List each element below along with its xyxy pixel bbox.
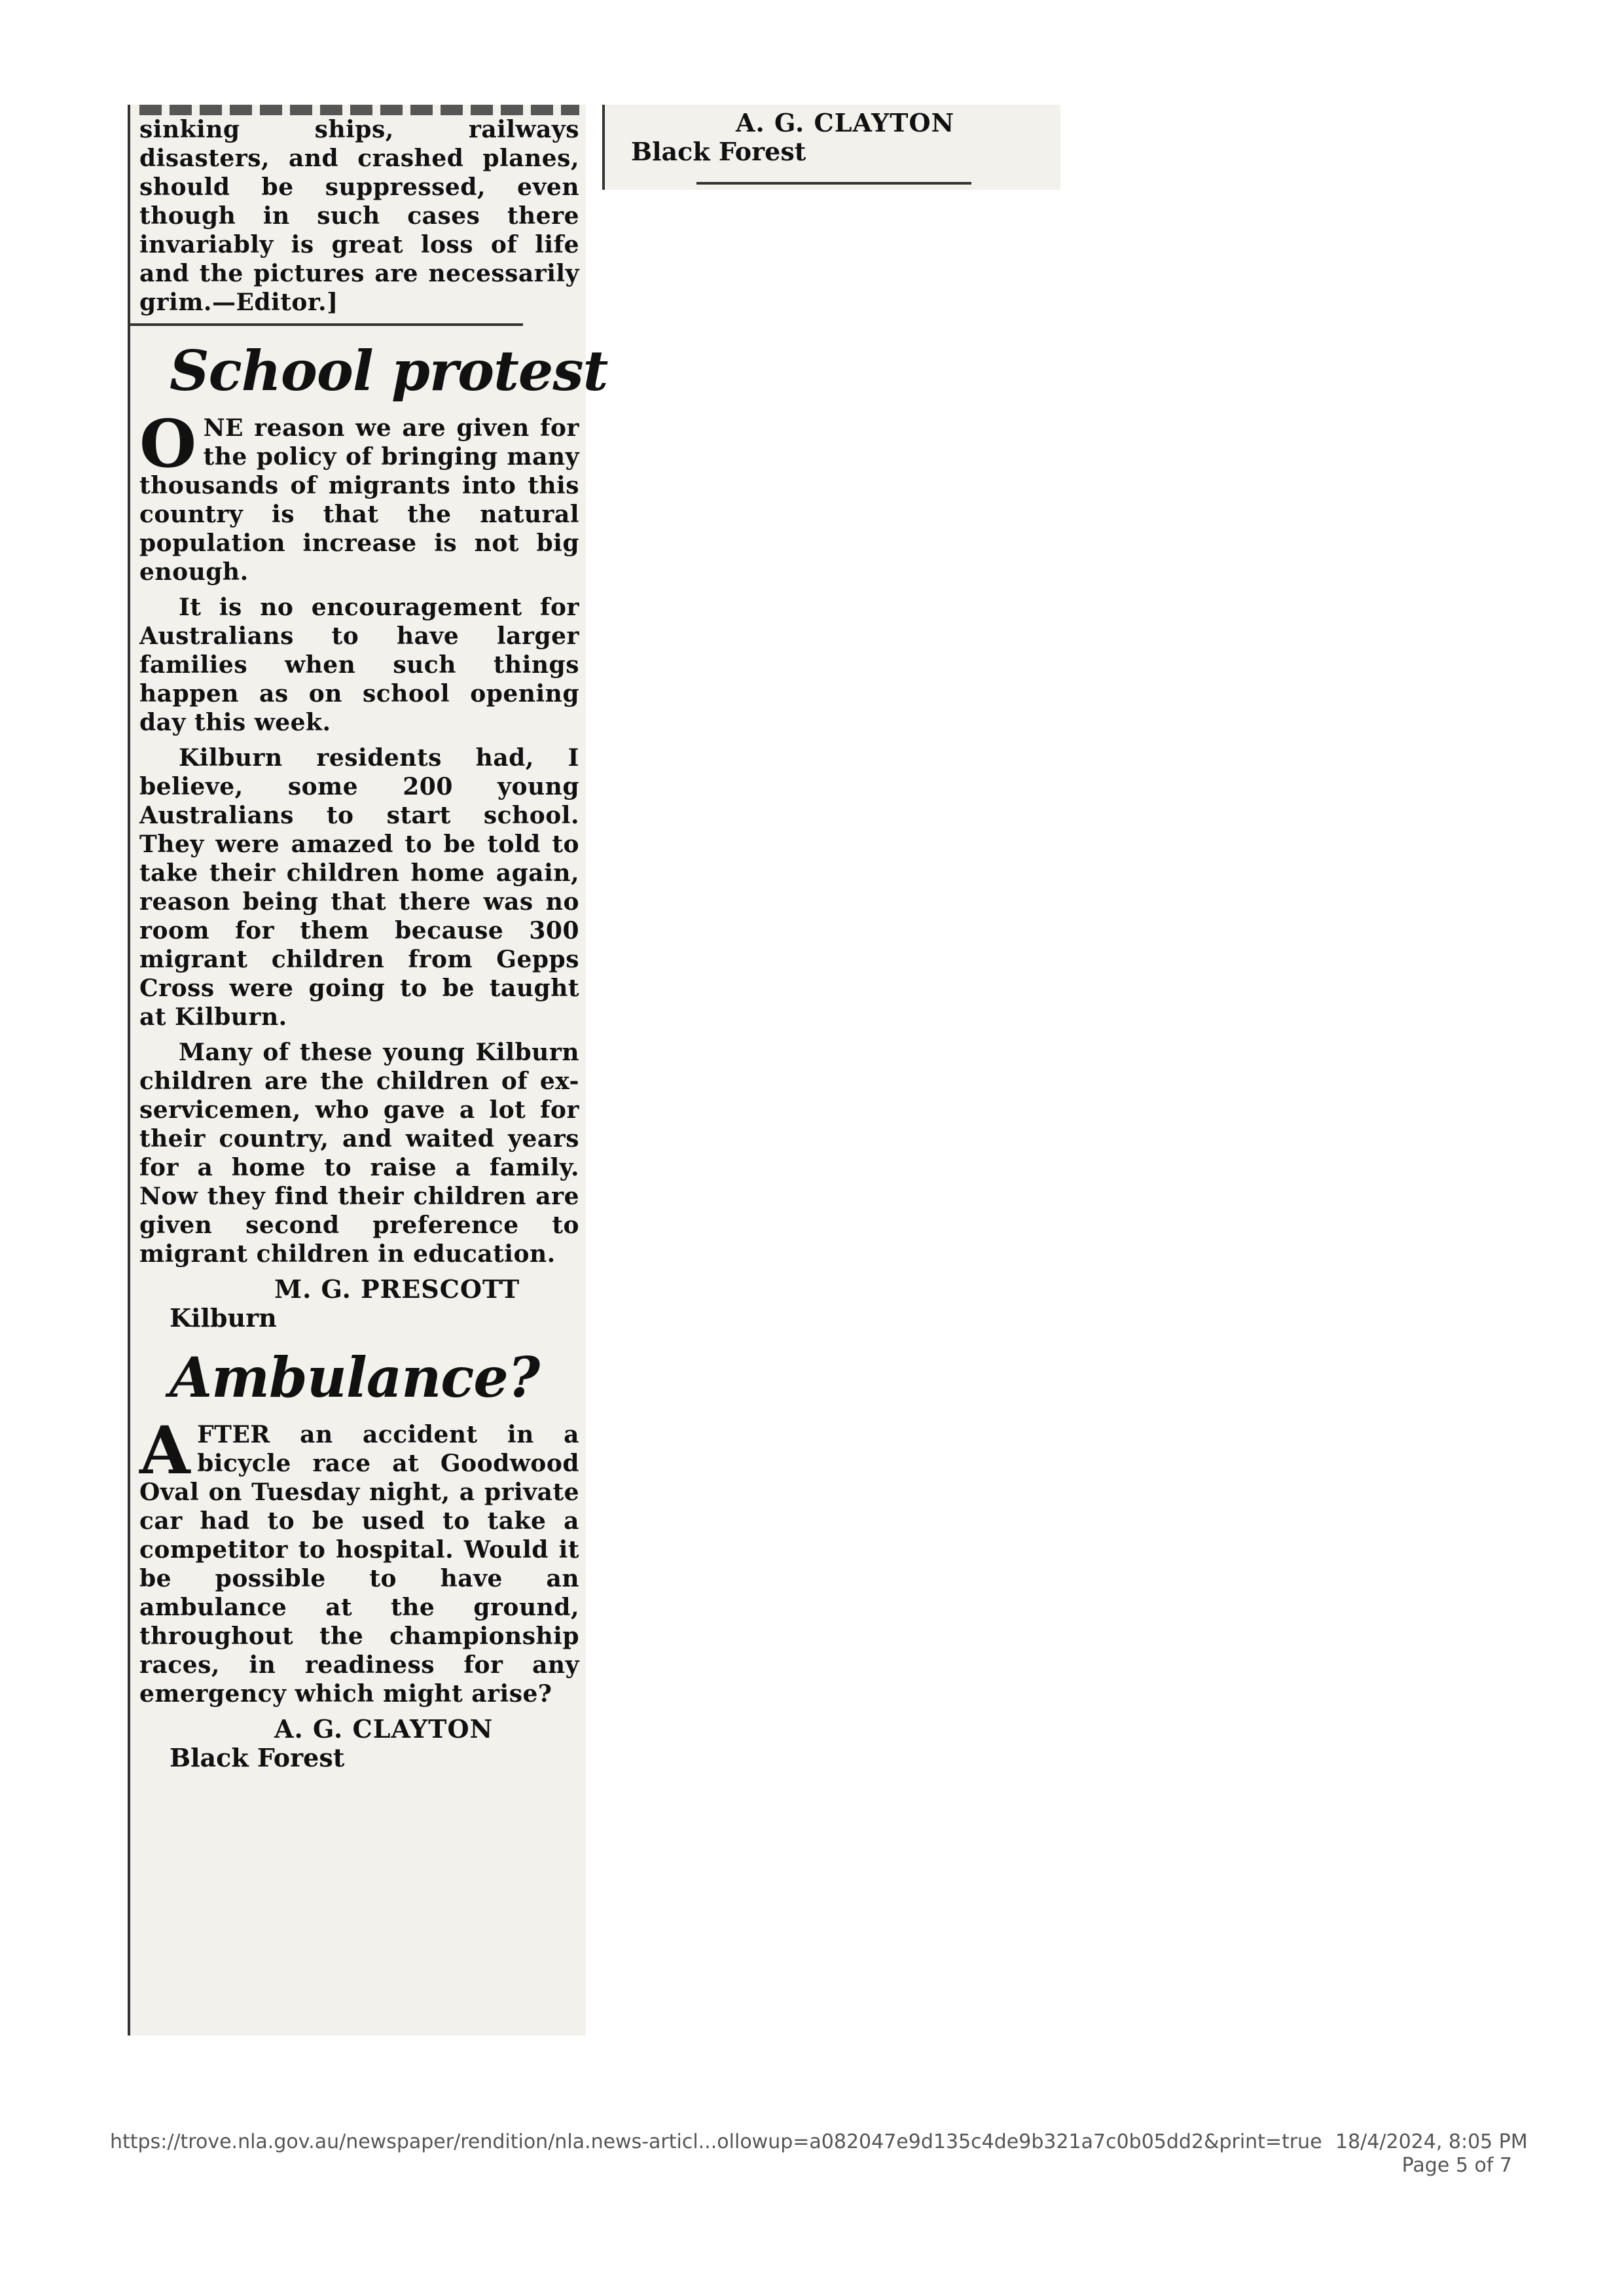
print-footer-meta [1335, 2130, 1528, 2178]
letter-signature: A. G. CLAYTON [736, 108, 955, 137]
school-protest-paragraph-3: Kilburn residents had, I believe, some 200 young Australians to start school. They were amazed to be told to take their children home again, reason being that there was no room for them because 300 migrant children from Gepps Cross were going to be taught at Kilburn. [139, 744, 579, 1031]
letter-signature: A. G. CLAYTON [274, 1714, 494, 1744]
letter-place: Kilburn [170, 1303, 277, 1333]
page-number: Page 5 of 7 [1401, 2154, 1512, 2177]
letter-place: Black Forest [631, 137, 806, 166]
column-divider [130, 323, 523, 326]
school-protest-paragraph-4: Many of these young Kilburn children are the children of ex-servicemen, who gave a lot for their country, and waited years for a home to raise a family. Now they find their children are given second preference to migrant children in education. [139, 1039, 579, 1268]
ambulance-headline: Ambulance? [170, 1345, 540, 1410]
drop-cap: A [139, 1412, 191, 1489]
paragraph-text: NE reason we are given for the policy of bringing many thousands of migrants into this country is that the natural population increase is not big enough. [139, 414, 579, 586]
ambulance-paragraph-1 [139, 1412, 579, 1708]
newspaper-clipping-column-2 [602, 105, 1060, 190]
letter-place: Black Forest [170, 1743, 345, 1772]
school-protest-headline: School protest [170, 338, 608, 403]
school-protest-paragraph-1 [139, 405, 579, 586]
column-rule [696, 182, 971, 185]
print-footer-url: https://trove.nla.gov.au/newspaper/rendition/nla.news-articl...ollowup=a082047e9d135c4de9b321a7c0b05dd2&print=true [110, 2130, 1322, 2153]
clipped-line-fragment [139, 105, 579, 115]
paragraph-text: FTER an accident in a bicycle race at Goodwood Oval on Tuesday night, a private car had to be used to take a competitor to hospital. Would it be possible to have an ambulance at the ground, throughout the championship races, in readiness for any emergency which might arise? [139, 1421, 579, 1708]
drop-cap: O [139, 405, 197, 482]
editor-note-text: sinking ships, railways disasters, and crashed planes, should be suppressed, even though in such cases there invariably is great loss of life and the pictures are necessarily grim.—Editor.] [139, 116, 579, 316]
newspaper-clipping-column [128, 105, 608, 2036]
letter-signature: M. G. PRESCOTT [274, 1274, 520, 1304]
print-datetime: 18/4/2024, 8:05 PM [1335, 2130, 1528, 2153]
school-protest-paragraph-2: It is no encouragement for Australians to have larger families when such things happen as on school opening day this week. [139, 594, 579, 736]
